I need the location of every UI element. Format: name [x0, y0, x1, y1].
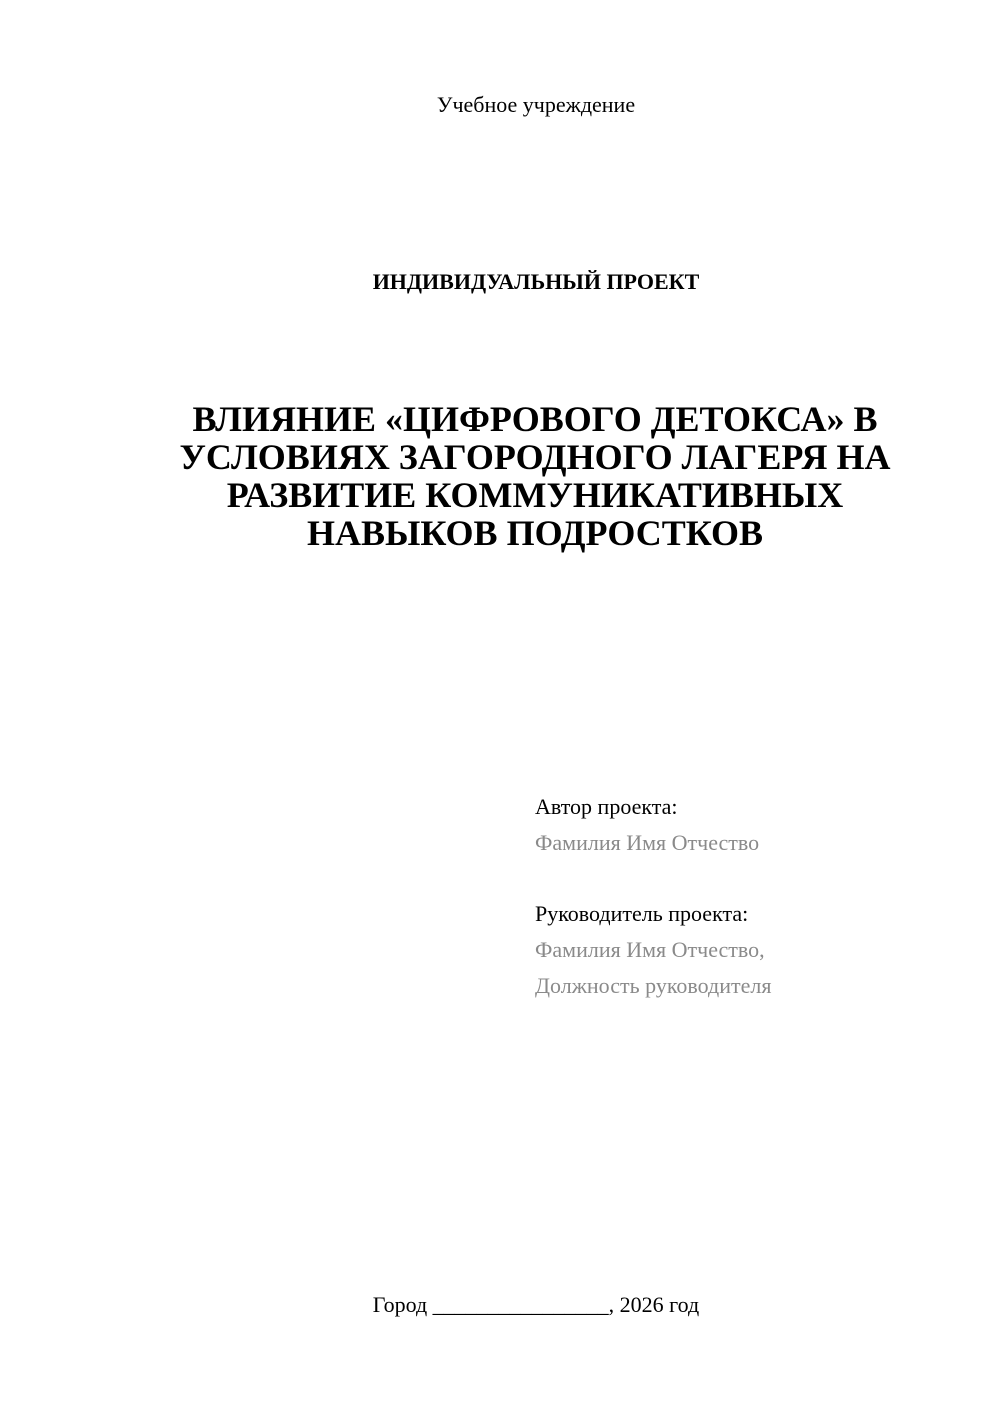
institution-name: Учебное учреждение [436, 92, 636, 117]
city-year-footer: Город ________________, 2026 год [372, 1292, 700, 1317]
project-title-line-1: ВЛИЯНИЕ «ЦИФРОВОГО ДЕТОКСА» В [192, 399, 878, 439]
author-label: Автор проекта: [535, 794, 678, 819]
project-type-heading: ИНДИВИДУАЛЬНЫЙ ПРОЕКТ [372, 269, 700, 294]
supervisor-position-placeholder: Должность руководителя [535, 973, 772, 998]
project-title-line-2: УСЛОВИЯХ ЗАГОРОДНОГО ЛАГЕРЯ НА [179, 437, 891, 477]
project-title [130, 400, 940, 552]
people-spacer [535, 861, 975, 896]
author-name-placeholder: Фамилия Имя Отчество [535, 830, 760, 855]
supervisor-name-placeholder: Фамилия Имя Отчество, [535, 937, 765, 962]
project-title-line-4: НАВЫКОВ ПОДРОСТКОВ [306, 513, 763, 553]
supervisor-label: Руководитель проекта: [535, 901, 749, 926]
project-people-block [535, 789, 975, 1004]
project-title-line-3: РАЗВИТИЕ КОММУНИКАТИВНЫХ [226, 475, 844, 515]
